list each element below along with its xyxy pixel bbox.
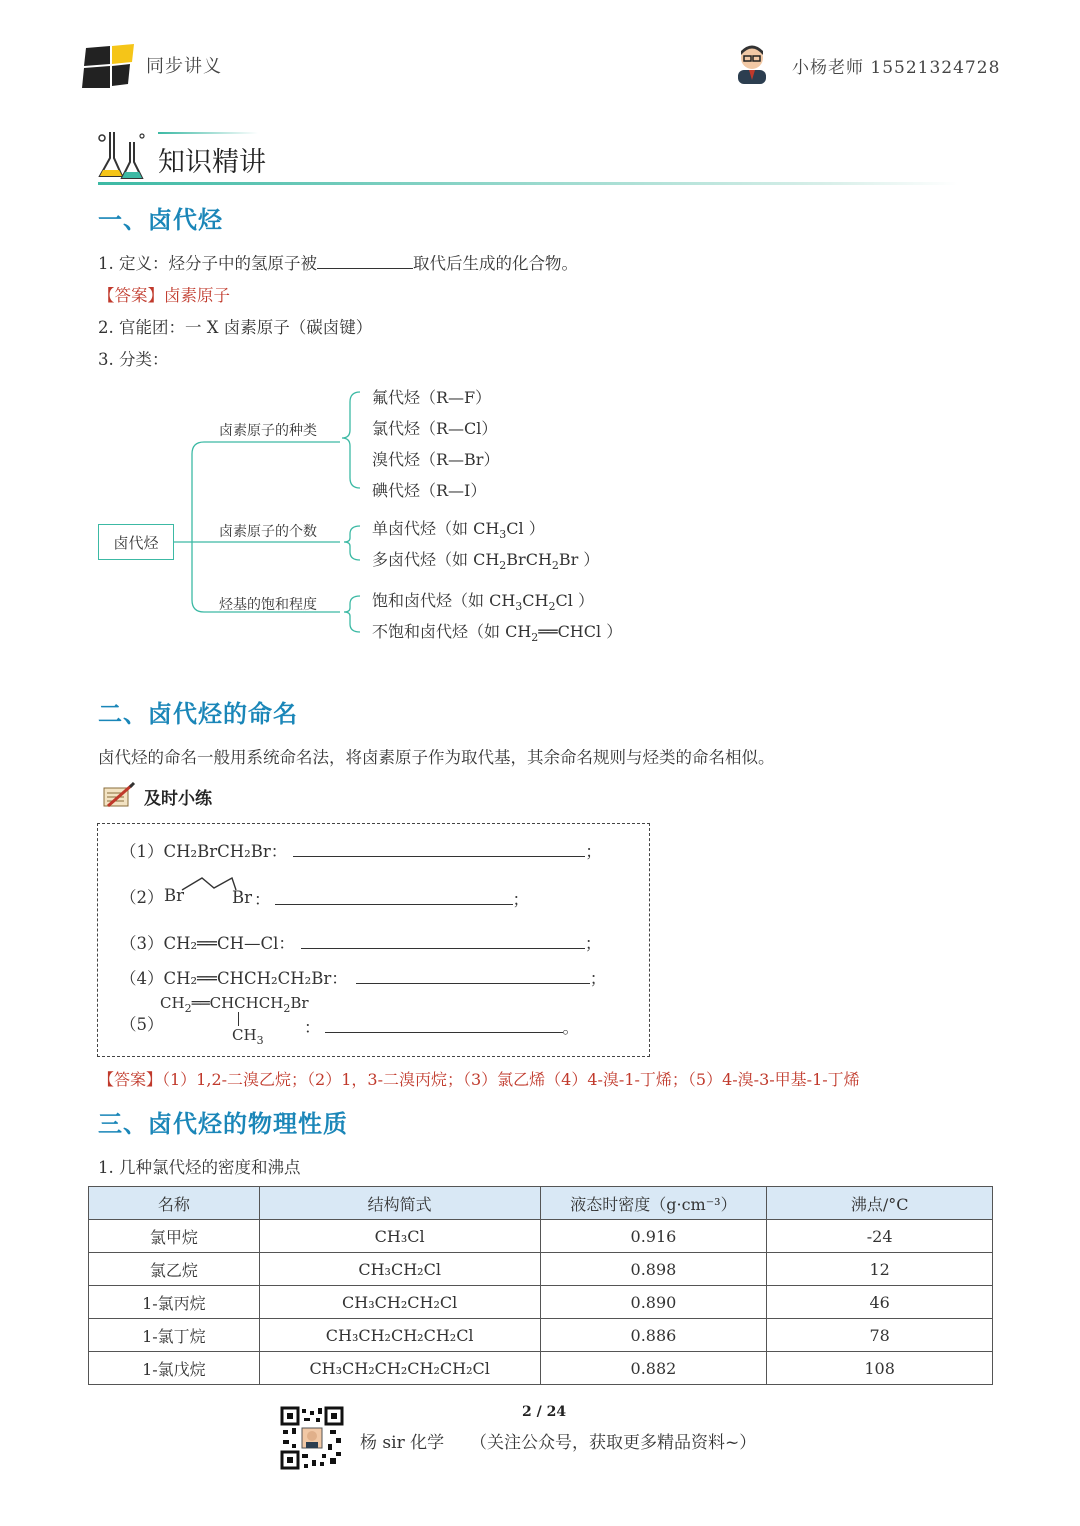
col-header-name: 名称 xyxy=(89,1187,260,1220)
leaf8-sub: 2 xyxy=(531,631,539,645)
q2-br-left: Br xyxy=(164,886,185,905)
tree-leaf-5 xyxy=(372,516,545,541)
leaf5-sub: 3 xyxy=(499,528,507,542)
tree-branch-2: 卤素原子的个数 xyxy=(219,524,317,540)
tree-leaf-3: 溴代烃（R—Br） xyxy=(372,450,500,469)
tree-root-label: 卤代烃 xyxy=(113,533,159,552)
cell-boiling: 78 xyxy=(767,1319,993,1352)
teacher-contact: 小杨老师 15521324728 xyxy=(792,58,1001,78)
knowledge-title: 知识精讲 xyxy=(158,147,266,178)
cell-formula: CH₃CH₂CH₂CH₂CH₂Cl xyxy=(259,1352,540,1385)
footer-note: （关注公众号，获取更多精品资料~） xyxy=(470,1433,757,1453)
q4-semicolon: ； xyxy=(589,969,607,988)
naming-intro: 卤代烃的命名一般用系统命名法，将卤素原子作为取代基，其余命名规则与烃类的命名相似。 xyxy=(98,748,775,767)
table-row xyxy=(89,1253,993,1286)
tree-branch-1: 卤素原子的种类 xyxy=(219,423,317,439)
q4-label: （4）CH₂══CHCH₂CH₂Br： xyxy=(120,969,348,988)
cell-density: 0.898 xyxy=(540,1253,767,1286)
leaf8-a: 不饱和卤代烃（如 CH xyxy=(372,622,532,641)
classification-label: 3. 分类： xyxy=(98,350,169,369)
tree-leaf-6 xyxy=(372,547,599,572)
tree-branch-3: 烃基的饱和程度 xyxy=(219,597,317,613)
q2-br-right: Br xyxy=(232,888,253,907)
q3-blank[interactable] xyxy=(301,932,585,949)
tree-root xyxy=(98,524,174,560)
cell-density: 0.916 xyxy=(540,1220,767,1253)
q5-structure-top xyxy=(160,994,309,1015)
q5-colon: ： xyxy=(304,1018,321,1037)
leaf6-sub1: 2 xyxy=(499,559,507,573)
cell-density: 0.882 xyxy=(540,1352,767,1385)
leaf6-a: 多卤代烃（如 CH xyxy=(372,550,500,569)
q5-top-a: CH xyxy=(160,994,185,1012)
practice-title: 及时小练 xyxy=(144,789,212,809)
q2-blank[interactable] xyxy=(275,888,513,905)
table-row xyxy=(89,1352,993,1385)
q5-bot-a: CH xyxy=(232,1026,257,1044)
functional-group: 2. 官能团：一 X 卤素原子（碳卤键） xyxy=(98,318,373,337)
tree-leaf-7 xyxy=(372,588,594,613)
q5-structure-bottom xyxy=(232,1026,264,1047)
question-2-label: （2） xyxy=(120,888,164,907)
cell-name: 氯甲烷 xyxy=(89,1220,260,1253)
chloroalkane-table xyxy=(88,1186,993,1385)
pencil-icon xyxy=(102,782,136,810)
question-3 xyxy=(120,930,601,954)
q5-top-sub1: 2 xyxy=(184,1002,192,1015)
cell-formula: CH₃CH₂CH₂Cl xyxy=(259,1286,540,1319)
leaf6-c: BrCH xyxy=(506,550,552,569)
question-5-label: （5） xyxy=(120,1015,164,1034)
table-header-row xyxy=(89,1187,993,1220)
cell-boiling: 108 xyxy=(767,1352,993,1385)
cell-density: 0.886 xyxy=(540,1319,767,1352)
cell-formula: CH₃CH₂CH₂CH₂Cl xyxy=(259,1319,540,1352)
leaf7-e: Cl ） xyxy=(555,591,594,610)
definition-suffix: 取代后生成的化合物。 xyxy=(413,254,578,273)
q3-semicolon: ； xyxy=(584,934,602,953)
q1-label: （1）CH₂BrCH₂Br： xyxy=(120,842,288,861)
page-number: 2 / 24 xyxy=(522,1404,567,1420)
table-row xyxy=(89,1286,993,1319)
table-caption: 1. 几种氯代烃的密度和沸点 xyxy=(98,1158,301,1177)
definition-prefix: 1. 定义：烃分子中的氢原子被 xyxy=(98,254,317,273)
question-5-answer xyxy=(304,1014,579,1038)
q5-bot-sub: 3 xyxy=(256,1034,264,1047)
q3-label: （3）CH₂══CH—Cl： xyxy=(120,934,295,953)
leaf7-a: 饱和卤代烃（如 CH xyxy=(372,591,516,610)
question-1 xyxy=(120,838,602,862)
q5-blank[interactable] xyxy=(325,1016,563,1033)
cell-formula: CH₃CH₂Cl xyxy=(259,1253,540,1286)
q1-semicolon: ； xyxy=(585,842,602,861)
cell-density: 0.890 xyxy=(540,1286,767,1319)
q2-colon: ： xyxy=(254,890,271,909)
table-row xyxy=(89,1319,993,1352)
tree-leaf-8 xyxy=(372,619,622,644)
leaf6-e: Br ） xyxy=(558,550,600,569)
cell-boiling: 12 xyxy=(767,1253,993,1286)
q5-period: 。 xyxy=(562,1018,579,1037)
leaf8-c: ══CHCl ） xyxy=(538,622,623,641)
question-4 xyxy=(120,965,606,989)
q4-blank[interactable] xyxy=(356,967,590,984)
cell-name: 1-氯戊烷 xyxy=(89,1352,260,1385)
leaf5-a: 单卤代烃（如 CH xyxy=(372,519,500,538)
answer-2: 【答案】（1）1,2-二溴乙烷；（2）1，3-二溴丙烷；（3）氯乙烯（4）4-溴-1-丁烯；（5）4-溴-3-甲基-1-丁烯 xyxy=(98,1070,860,1089)
cell-boiling: 46 xyxy=(767,1286,993,1319)
answer-1: 【答案】卤素原子 xyxy=(98,286,230,305)
q2-zigzag-structure xyxy=(178,874,238,894)
leaf7-sub1: 3 xyxy=(515,600,523,614)
leaf7-sub2: 2 xyxy=(548,600,556,614)
cell-name: 1-氯丙烷 xyxy=(89,1286,260,1319)
cell-name: 1-氯丁烷 xyxy=(89,1319,260,1352)
footer-brand: 杨 sir 化学 xyxy=(360,1433,445,1453)
leaf6-sub2: 2 xyxy=(551,559,559,573)
leaf7-c: CH xyxy=(522,591,549,610)
cell-name: 氯乙烷 xyxy=(89,1253,260,1286)
q2-semicolon: ； xyxy=(512,890,529,909)
q5-top-sub2: 2 xyxy=(283,1002,291,1015)
table-row xyxy=(89,1220,993,1253)
q5-top-e: Br xyxy=(290,994,309,1012)
tree-leaf-4: 碘代烃（R—I） xyxy=(372,481,487,500)
q5-top-c: ══CHCHCH xyxy=(191,994,284,1012)
section-heading-1: 一、卤代烃 xyxy=(98,206,223,234)
section-heading-3: 三、卤代烃的物理性质 xyxy=(98,1110,348,1138)
col-header-density: 液态时密度（g·cm⁻³） xyxy=(540,1187,767,1220)
tree-leaf-2: 氯代烃（R—Cl） xyxy=(372,419,498,438)
cell-formula: CH₃Cl xyxy=(259,1220,540,1253)
header-title: 同步讲义 xyxy=(146,56,222,77)
question-2-answer xyxy=(254,886,529,910)
cell-boiling: -24 xyxy=(767,1220,993,1253)
section-heading-2: 二、卤代烃的命名 xyxy=(98,700,298,728)
tree-leaf-1: 氟代烃（R—F） xyxy=(372,388,492,407)
col-header-boiling: 沸点/°C xyxy=(767,1187,993,1220)
qr-code[interactable] xyxy=(280,1406,344,1470)
leaf5-c: Cl ） xyxy=(506,519,545,538)
q5-branch-line xyxy=(238,1012,239,1026)
col-header-formula: 结构简式 xyxy=(259,1187,540,1220)
q1-blank[interactable] xyxy=(293,840,585,857)
